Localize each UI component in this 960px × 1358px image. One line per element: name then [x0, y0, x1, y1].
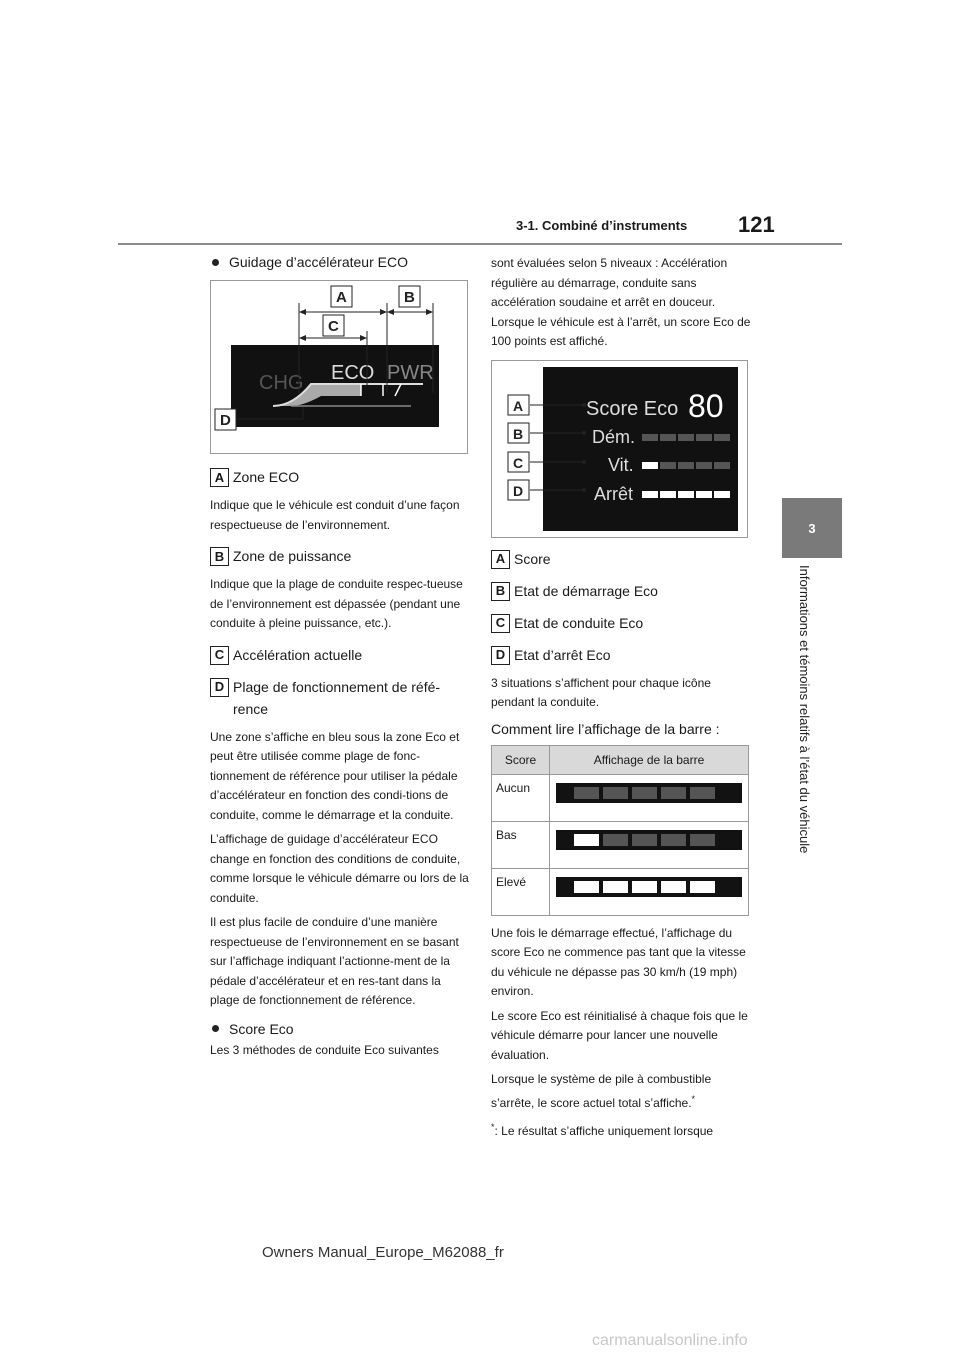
bullet-dot-icon — [212, 1025, 219, 1032]
svg-text:C: C — [328, 318, 339, 335]
score-item-a: A Score — [491, 548, 753, 570]
bar-display — [556, 830, 742, 850]
bar-display-table — [491, 745, 749, 916]
score-item-b: B Etat de démarrage Eco — [491, 580, 753, 602]
footer-doc-id: Owners Manual_Europe_M62088_fr — [262, 1244, 504, 1261]
legend-item-b: B Zone de puissance — [210, 545, 472, 567]
bar-display — [556, 783, 742, 803]
table-cell-score: Bas — [492, 821, 550, 868]
paragraph: Il est plus facile de conduire d’une manière respectueuse de l’environnement en se basant sur l’affichage indiquant l’actionne-ment de la pédale d’accélérateur et en res-tant dans la plage de fonctionnement de référence. — [210, 915, 459, 1007]
paragraph: L’affichage de guidage d’accélérateur ECO change en fonction des conditions de conduite, comme lorsque le véhicule démarre ou lors de la conduite. — [210, 832, 469, 905]
bar-segment — [690, 787, 715, 799]
legend-item-c: C Accélération actuelle — [210, 644, 472, 666]
score-bar-segment — [678, 491, 694, 498]
svg-text:B: B — [404, 289, 415, 306]
score-bar-segment — [642, 434, 658, 441]
score-bar-segment — [678, 462, 694, 469]
score-bar-segment — [660, 462, 676, 469]
row-label-stop: Arrêt — [594, 483, 634, 504]
svg-text:A: A — [336, 289, 347, 306]
svg-text:D: D — [513, 482, 524, 499]
score-bar-segment — [642, 462, 658, 469]
svg-text:A: A — [513, 397, 524, 414]
score-bar-segment — [642, 491, 658, 498]
row-label-speed: Vit. — [608, 454, 634, 475]
score-bar-segment — [714, 491, 730, 498]
table-header-bar: Affichage de la barre — [550, 745, 749, 774]
legend-item-d: D Plage de fonctionnement de réfé-rence — [210, 676, 472, 720]
bar-segment — [632, 834, 657, 846]
paragraph: Lorsque le système de pile à combustible s’arrête, le score actuel total s’affiche.* — [491, 1072, 712, 1110]
svg-text:D: D — [220, 412, 231, 429]
eco-accelerator-figure — [210, 280, 468, 454]
svg-text:C: C — [513, 454, 524, 471]
eco-score-illustration — [492, 361, 747, 537]
legend-item-a: A Zone ECO — [210, 466, 472, 488]
score-bar-segment — [696, 462, 712, 469]
table-row — [492, 821, 749, 868]
svg-text:B: B — [513, 425, 524, 442]
score-label: Score Eco — [586, 397, 679, 420]
bar-segment — [603, 881, 628, 893]
score-bar-segment — [660, 491, 676, 498]
table-cell-score: Aucun — [492, 774, 550, 821]
bar-segment — [661, 834, 686, 846]
score-bar-segment — [714, 434, 730, 441]
score-value: 80 — [688, 387, 724, 424]
section-title: 3-1. Combiné d’instruments — [516, 218, 688, 233]
gauge-eco-label: ECO — [331, 362, 375, 384]
chapter-title: Informations et témoins relatifs à l’état du véhicule — [797, 565, 812, 854]
eco-gauge-illustration — [211, 281, 467, 453]
right-column — [491, 254, 753, 1147]
score-bar-segment — [714, 462, 730, 469]
table-row — [492, 868, 749, 915]
table-header-score: Score — [492, 745, 550, 774]
bar-segment — [661, 881, 686, 893]
score-item-d: D Etat d’arrêt Eco — [491, 644, 753, 666]
bar-segment — [574, 881, 599, 893]
bar-segment — [603, 834, 628, 846]
score-item-c: C Etat de conduite Eco — [491, 612, 753, 634]
chapter-tab: 3 — [782, 498, 842, 558]
bar-segment — [603, 787, 628, 799]
paragraph: Les 3 méthodes de conduite Eco suivantes — [210, 1042, 439, 1057]
bar-segment — [690, 881, 715, 893]
bar-segment — [632, 787, 657, 799]
legend-desc-a: Indique que le véhicule est conduit d’une façon respectueuse de l’environnement. — [210, 498, 460, 532]
bar-segment — [574, 787, 599, 799]
bar-display — [556, 877, 742, 897]
score-bar-segment — [660, 434, 676, 441]
score-bar-segment — [678, 434, 694, 441]
footnote: *: Le résultat s’affiche uniquement lorsque — [491, 1122, 714, 1138]
page-number: 121 — [738, 212, 775, 237]
paragraph: 3 situations s’affichent pour chaque icône pendant la conduite. — [491, 675, 711, 709]
table-heading: Comment lire l’affichage de la barre : — [491, 720, 720, 737]
watermark: carmanualsonline.info — [592, 1332, 748, 1349]
bar-segment — [661, 787, 686, 799]
score-bar-segment — [696, 491, 712, 498]
header-rule — [118, 243, 842, 245]
bar-segment — [574, 834, 599, 846]
row-label-start: Dém. — [592, 426, 636, 447]
score-bar-segment — [696, 434, 712, 441]
bullet-eco-guide: Guidage d’accélérateur ECO — [210, 254, 472, 270]
eco-score-figure — [491, 360, 748, 538]
legend-desc-b: Indique que la plage de conduite respec-tueuse de l’environnement est dépassée (pendant une conduite à pleine puissance, etc.). — [210, 577, 463, 630]
table-cell-score: Elevé — [492, 868, 550, 915]
paragraph: sont évaluées selon 5 niveaux : Accélération régulière au démarrage, conduite sans accélération soudaine et arrêt en douceur. Lorsque le véhicule est à l’arrêt, un score Eco de 100 points est affiché. — [491, 256, 751, 348]
gauge-pwr-label: PWR — [387, 362, 434, 384]
paragraph: Le score Eco est réinitialisé à chaque fois que le véhicule démarre pour lancer une nouvelle évaluation. — [491, 1008, 748, 1062]
left-column — [210, 254, 472, 1065]
gauge-chg-label: CHG — [259, 372, 304, 394]
bullet-dot-icon — [212, 259, 219, 266]
table-row — [492, 774, 749, 821]
bar-segment — [690, 834, 715, 846]
legend-desc-d: Une zone s’affiche en bleu sous la zone Eco et peut être utilisée comme plage de fonc-tionnement de référence pour utiliser la pédale d’accélérateur en fonction des condi-tions de conduite, comme le démarrage et la conduite. — [210, 729, 460, 822]
bar-segment — [632, 881, 657, 893]
paragraph: Une fois le démarrage effectué, l’affichage du score Eco ne commence pas tant que la vitesse du véhicule ne dépasse pas 30 km/h (19 mph) environ. — [491, 925, 746, 998]
bullet-score-eco: Score Eco — [210, 1021, 472, 1037]
